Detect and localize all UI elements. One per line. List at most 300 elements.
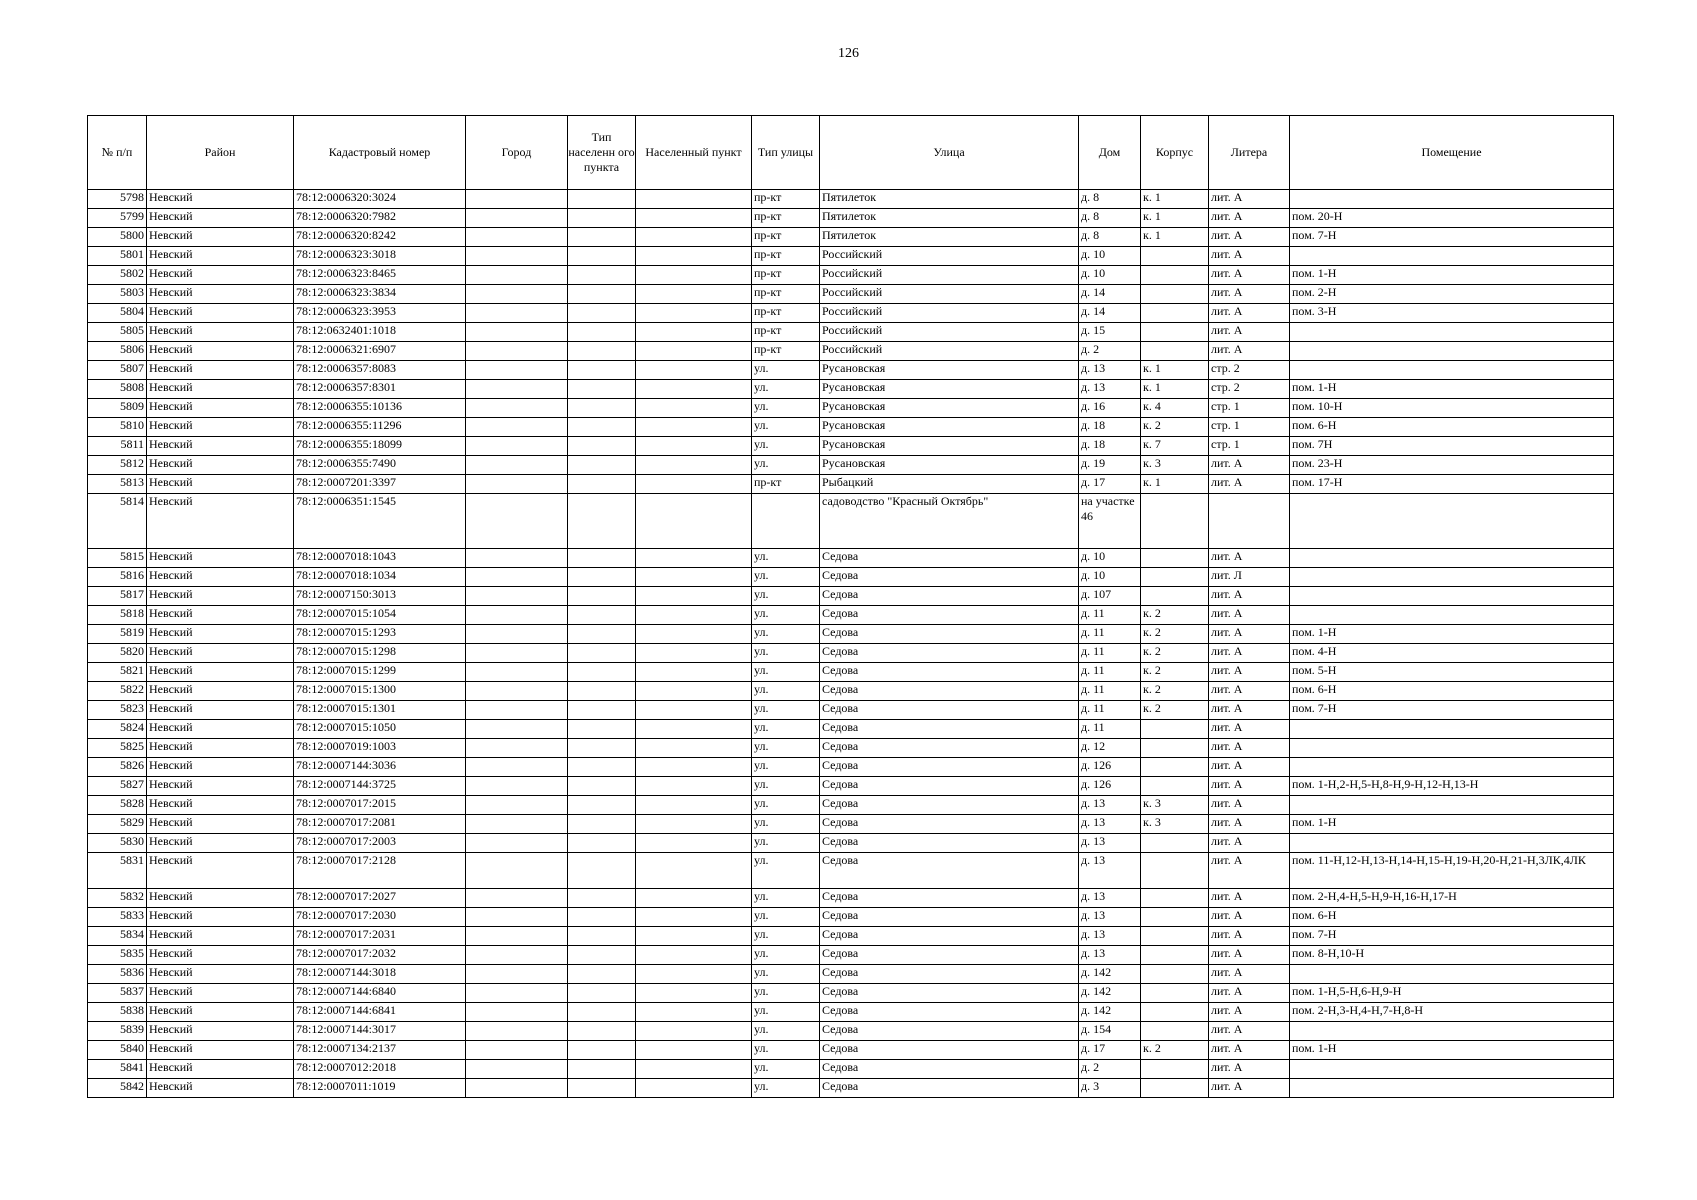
table-cell: д. 154 — [1079, 1022, 1141, 1041]
table-cell: Невский — [147, 323, 294, 342]
table-cell: 78:12:0006323:8465 — [294, 266, 466, 285]
table-cell: д. 14 — [1079, 285, 1141, 304]
table-cell: д. 126 — [1079, 777, 1141, 796]
table-cell: д. 11 — [1079, 644, 1141, 663]
header-cell: Улица — [820, 116, 1079, 190]
table-cell: д. 12 — [1079, 739, 1141, 758]
table-cell: 5819 — [88, 625, 147, 644]
table-cell — [568, 587, 636, 606]
table-cell: пом. 7Н — [1290, 437, 1614, 456]
table-cell: Невский — [147, 247, 294, 266]
table-cell — [636, 1003, 752, 1022]
table-cell: Рыбацкий — [820, 475, 1079, 494]
table-row — [88, 853, 1614, 889]
table-row — [88, 927, 1614, 946]
table-cell: 78:12:0007018:1034 — [294, 568, 466, 587]
table-cell: пом. 6-Н — [1290, 682, 1614, 701]
table-cell: ул. — [752, 720, 820, 739]
table-cell — [636, 908, 752, 927]
table-cell: Невский — [147, 342, 294, 361]
table-cell — [636, 701, 752, 720]
table-cell — [568, 927, 636, 946]
table-cell: пр-кт — [752, 475, 820, 494]
table-cell: Русановская — [820, 456, 1079, 475]
table-cell: ул. — [752, 758, 820, 777]
table-cell: Невский — [147, 549, 294, 568]
table-cell — [636, 834, 752, 853]
table-row — [88, 380, 1614, 399]
table-cell: ул. — [752, 889, 820, 908]
table-cell — [568, 209, 636, 228]
table-cell: Невский — [147, 720, 294, 739]
table-cell: ул. — [752, 1022, 820, 1041]
table-cell — [636, 228, 752, 247]
table-row — [88, 815, 1614, 834]
table-cell — [636, 266, 752, 285]
table-cell: 5821 — [88, 663, 147, 682]
table-cell: Русановская — [820, 418, 1079, 437]
table-cell: 5838 — [88, 1003, 147, 1022]
table-cell — [466, 927, 568, 946]
table-row — [88, 644, 1614, 663]
table-cell — [568, 984, 636, 1003]
table-cell: к. 2 — [1141, 644, 1209, 663]
table-cell — [1290, 549, 1614, 568]
table-cell: ул. — [752, 625, 820, 644]
table-cell — [636, 739, 752, 758]
table-cell: д. 18 — [1079, 437, 1141, 456]
table-cell: 5802 — [88, 266, 147, 285]
table-cell: Седова — [820, 1003, 1079, 1022]
table-cell: пом. 11-Н,12-Н,13-Н,14-Н,15-Н,19-Н,20-Н,21-Н,3ЛК,4ЛК — [1290, 853, 1614, 889]
table-cell: ул. — [752, 361, 820, 380]
table-cell: Невский — [147, 1003, 294, 1022]
table-row — [88, 777, 1614, 796]
table-cell: Седова — [820, 682, 1079, 701]
table-cell: ул. — [752, 908, 820, 927]
table-cell — [568, 965, 636, 984]
table-row — [88, 266, 1614, 285]
table-cell: Седова — [820, 1022, 1079, 1041]
table-cell — [1290, 965, 1614, 984]
table-cell — [1141, 285, 1209, 304]
table-cell: 5799 — [88, 209, 147, 228]
table-cell — [466, 361, 568, 380]
table-row — [88, 663, 1614, 682]
table-cell: 5812 — [88, 456, 147, 475]
table-cell — [636, 494, 752, 549]
table-cell: Невский — [147, 758, 294, 777]
table-cell: Седова — [820, 739, 1079, 758]
table-row — [88, 342, 1614, 361]
table-cell: лит. А — [1209, 1022, 1290, 1041]
table-cell — [1141, 908, 1209, 927]
table-cell: лит. А — [1209, 946, 1290, 965]
table-cell: Седова — [820, 720, 1079, 739]
table-cell: Невский — [147, 475, 294, 494]
table-cell — [636, 1041, 752, 1060]
table-cell: Невский — [147, 889, 294, 908]
table-cell — [636, 456, 752, 475]
table-cell — [466, 965, 568, 984]
table-cell — [568, 266, 636, 285]
table-row — [88, 739, 1614, 758]
table-row — [88, 1003, 1614, 1022]
header-cell: Тип населенн ого пункта — [568, 116, 636, 190]
table-cell: 5835 — [88, 946, 147, 965]
table-cell: 78:12:0007015:1300 — [294, 682, 466, 701]
table-cell: ул. — [752, 739, 820, 758]
table-cell — [1141, 266, 1209, 285]
table-cell: ул. — [752, 946, 820, 965]
table-cell: пом. 2-Н,3-Н,4-Н,7-Н,8-Н — [1290, 1003, 1614, 1022]
table-cell: 5813 — [88, 475, 147, 494]
table-cell — [568, 796, 636, 815]
table-cell: к. 1 — [1141, 228, 1209, 247]
table-cell — [1290, 1079, 1614, 1098]
table-cell: 5830 — [88, 834, 147, 853]
table-cell — [636, 342, 752, 361]
table-cell: Невский — [147, 1060, 294, 1079]
table-cell: Невский — [147, 1022, 294, 1041]
table-cell: д. 142 — [1079, 965, 1141, 984]
table-cell — [568, 361, 636, 380]
table-cell — [1141, 758, 1209, 777]
table-cell: пр-кт — [752, 342, 820, 361]
table-row — [88, 834, 1614, 853]
table-cell — [636, 663, 752, 682]
table-cell — [1141, 549, 1209, 568]
table-cell: 78:12:0007017:2015 — [294, 796, 466, 815]
table-cell — [1141, 1003, 1209, 1022]
table-cell — [568, 285, 636, 304]
table-cell: пр-кт — [752, 190, 820, 209]
table-cell: к. 2 — [1141, 701, 1209, 720]
table-cell — [1141, 1022, 1209, 1041]
table-cell — [1290, 247, 1614, 266]
table-cell: пр-кт — [752, 247, 820, 266]
table-cell — [466, 739, 568, 758]
table-cell: пом. 6-Н — [1290, 418, 1614, 437]
table-cell: 5833 — [88, 908, 147, 927]
table-cell — [466, 1022, 568, 1041]
table-cell: 5811 — [88, 437, 147, 456]
header-cell: Корпус — [1141, 116, 1209, 190]
table-cell: пом. 1-Н — [1290, 625, 1614, 644]
table-cell: 78:12:0007015:1050 — [294, 720, 466, 739]
table-cell — [568, 853, 636, 889]
table-cell: 78:12:0006357:8301 — [294, 380, 466, 399]
table-cell: лит. А — [1209, 815, 1290, 834]
table-row — [88, 1022, 1614, 1041]
table-cell: 78:12:0006320:3024 — [294, 190, 466, 209]
table-cell: Пятилеток — [820, 228, 1079, 247]
table-cell — [1290, 758, 1614, 777]
table-cell: 78:12:0007015:1299 — [294, 663, 466, 682]
table-cell — [466, 380, 568, 399]
table-row — [88, 475, 1614, 494]
table-cell: 5832 — [88, 889, 147, 908]
table-cell — [636, 682, 752, 701]
table-cell: пр-кт — [752, 285, 820, 304]
table-cell — [568, 456, 636, 475]
table-cell — [466, 758, 568, 777]
table-row — [88, 399, 1614, 418]
table-cell: ул. — [752, 796, 820, 815]
table-cell: 5804 — [88, 304, 147, 323]
table-row — [88, 720, 1614, 739]
table-row — [88, 984, 1614, 1003]
table-cell: д. 8 — [1079, 228, 1141, 247]
table-cell: ул. — [752, 399, 820, 418]
table-cell: Невский — [147, 568, 294, 587]
header-cell: Район — [147, 116, 294, 190]
table-cell: 5798 — [88, 190, 147, 209]
table-cell: ул. — [752, 606, 820, 625]
table-cell: д. 8 — [1079, 209, 1141, 228]
table-cell: 5818 — [88, 606, 147, 625]
table-cell — [1141, 889, 1209, 908]
table-cell: д. 16 — [1079, 399, 1141, 418]
table-cell: 5840 — [88, 1041, 147, 1060]
table-cell: 78:12:0007015:1293 — [294, 625, 466, 644]
table-cell: пом. 2-Н — [1290, 285, 1614, 304]
table-cell: 5800 — [88, 228, 147, 247]
table-cell — [1141, 247, 1209, 266]
table-cell: 5810 — [88, 418, 147, 437]
table-cell: 5837 — [88, 984, 147, 1003]
table-cell — [568, 380, 636, 399]
table-cell: ул. — [752, 701, 820, 720]
table-cell — [466, 304, 568, 323]
table-cell: ул. — [752, 927, 820, 946]
table-cell: д. 13 — [1079, 361, 1141, 380]
table-cell: на участке 46 — [1079, 494, 1141, 549]
table-cell — [568, 342, 636, 361]
table-cell: Невский — [147, 815, 294, 834]
table-cell: пом. 23-Н — [1290, 456, 1614, 475]
table-cell: Седова — [820, 1060, 1079, 1079]
table-cell — [1290, 720, 1614, 739]
table-cell — [466, 889, 568, 908]
table-cell: к. 7 — [1141, 437, 1209, 456]
table-cell — [1141, 739, 1209, 758]
table-cell: лит. А — [1209, 549, 1290, 568]
table-cell — [1290, 361, 1614, 380]
table-cell: Невский — [147, 361, 294, 380]
table-cell — [466, 663, 568, 682]
table-cell: лит. А — [1209, 701, 1290, 720]
table-cell: Невский — [147, 796, 294, 815]
table-row — [88, 946, 1614, 965]
table-cell — [466, 1003, 568, 1022]
table-cell: пом. 1-Н,5-Н,6-Н,9-Н — [1290, 984, 1614, 1003]
table-cell — [1290, 587, 1614, 606]
header-row — [88, 116, 1614, 190]
table-cell: лит. А — [1209, 682, 1290, 701]
table-cell: к. 1 — [1141, 190, 1209, 209]
header-cell: Тип улицы — [752, 116, 820, 190]
table-row — [88, 549, 1614, 568]
table-cell — [466, 834, 568, 853]
table-cell — [1290, 1022, 1614, 1041]
table-cell — [466, 418, 568, 437]
table-row — [88, 285, 1614, 304]
table-cell — [568, 494, 636, 549]
table-cell: 5824 — [88, 720, 147, 739]
table-cell: 5823 — [88, 701, 147, 720]
table-cell — [636, 606, 752, 625]
table-cell: лит. А — [1209, 927, 1290, 946]
table-cell: Невский — [147, 587, 294, 606]
table-cell — [1141, 323, 1209, 342]
table-cell — [1141, 1060, 1209, 1079]
table-cell: стр. 2 — [1209, 361, 1290, 380]
table-cell — [568, 701, 636, 720]
table-cell — [636, 587, 752, 606]
table-cell: 5803 — [88, 285, 147, 304]
table-cell: к. 3 — [1141, 815, 1209, 834]
table-cell: ул. — [752, 853, 820, 889]
table-cell: Невский — [147, 927, 294, 946]
table-cell: 78:12:0007015:1054 — [294, 606, 466, 625]
table-cell — [636, 758, 752, 777]
table-cell — [568, 834, 636, 853]
table-cell — [568, 1079, 636, 1098]
table-cell — [636, 625, 752, 644]
table-cell — [568, 475, 636, 494]
table-row — [88, 568, 1614, 587]
table-cell: пр-кт — [752, 304, 820, 323]
table-cell — [1290, 739, 1614, 758]
table-cell: ул. — [752, 1079, 820, 1098]
table-cell: стр. 1 — [1209, 418, 1290, 437]
table-cell — [636, 889, 752, 908]
table-cell — [1141, 587, 1209, 606]
table-row — [88, 209, 1614, 228]
table-cell: Невский — [147, 1041, 294, 1060]
table-cell: лит. А — [1209, 456, 1290, 475]
table-cell: Невский — [147, 908, 294, 927]
table-cell — [466, 190, 568, 209]
table-cell: д. 2 — [1079, 342, 1141, 361]
table-cell — [568, 644, 636, 663]
table-cell: 78:12:0007018:1043 — [294, 549, 466, 568]
table-cell: д. 142 — [1079, 1003, 1141, 1022]
table-row — [88, 796, 1614, 815]
table-cell: 78:12:0006323:3834 — [294, 285, 466, 304]
table-cell: пом. 1-Н — [1290, 380, 1614, 399]
table-cell: 5827 — [88, 777, 147, 796]
table-cell: Седова — [820, 701, 1079, 720]
table-cell: Российский — [820, 285, 1079, 304]
table-cell: пр-кт — [752, 323, 820, 342]
table-cell: Невский — [147, 625, 294, 644]
table-cell: 5808 — [88, 380, 147, 399]
table-cell: д. 18 — [1079, 418, 1141, 437]
table-cell: 78:12:0007150:3013 — [294, 587, 466, 606]
table-cell — [466, 285, 568, 304]
header-cell: Город — [466, 116, 568, 190]
table-cell: Седова — [820, 549, 1079, 568]
table-cell — [636, 1060, 752, 1079]
table-cell — [466, 1060, 568, 1079]
table-cell — [1141, 494, 1209, 549]
table-cell: 78:12:0007017:2027 — [294, 889, 466, 908]
table-cell: лит. А — [1209, 777, 1290, 796]
table-cell: Седова — [820, 587, 1079, 606]
table-cell — [1290, 568, 1614, 587]
table-cell — [568, 399, 636, 418]
table-cell: 5806 — [88, 342, 147, 361]
table-cell: ул. — [752, 965, 820, 984]
table-row — [88, 228, 1614, 247]
table-cell: пом. 8-Н,10-Н — [1290, 946, 1614, 965]
table-cell: 78:12:0007017:2032 — [294, 946, 466, 965]
table-row — [88, 456, 1614, 475]
table-cell — [568, 1060, 636, 1079]
table-cell: лит. А — [1209, 247, 1290, 266]
table-cell — [636, 304, 752, 323]
table-cell — [466, 247, 568, 266]
table-cell — [568, 1003, 636, 1022]
table-body — [88, 190, 1614, 1098]
table-cell — [568, 739, 636, 758]
table-row — [88, 190, 1614, 209]
table-cell: 78:12:0006321:6907 — [294, 342, 466, 361]
table-row — [88, 418, 1614, 437]
table-cell: лит. А — [1209, 266, 1290, 285]
table-cell — [636, 209, 752, 228]
table-cell: Невский — [147, 663, 294, 682]
table-cell: пом. 1-Н,2-Н,5-Н,8-Н,9-Н,12-Н,13-Н — [1290, 777, 1614, 796]
table-cell — [466, 984, 568, 1003]
header-cell: Дом — [1079, 116, 1141, 190]
table-cell: д. 11 — [1079, 606, 1141, 625]
table-cell: лит. А — [1209, 1079, 1290, 1098]
table-cell: д. 10 — [1079, 247, 1141, 266]
table-cell: 78:12:0007017:2003 — [294, 834, 466, 853]
table-cell: Седова — [820, 984, 1079, 1003]
table-cell — [466, 456, 568, 475]
table-row — [88, 587, 1614, 606]
table-cell: Невский — [147, 380, 294, 399]
table-cell: Невский — [147, 682, 294, 701]
table-cell: Седова — [820, 777, 1079, 796]
table-cell: д. 107 — [1079, 587, 1141, 606]
table-cell — [636, 190, 752, 209]
table-cell — [1141, 853, 1209, 889]
table-cell — [1290, 494, 1614, 549]
table-cell: 78:12:0007144:6840 — [294, 984, 466, 1003]
table-cell: 5815 — [88, 549, 147, 568]
table-cell — [568, 190, 636, 209]
table-cell: пом. 10-Н — [1290, 399, 1614, 418]
table-cell — [636, 965, 752, 984]
table-cell: 78:12:0006355:18099 — [294, 437, 466, 456]
table-cell: лит. А — [1209, 606, 1290, 625]
table-cell — [636, 475, 752, 494]
table-cell: 78:12:0007017:2030 — [294, 908, 466, 927]
table-cell — [1290, 190, 1614, 209]
page-number: 126 — [838, 46, 859, 61]
table-cell: лит. А — [1209, 720, 1290, 739]
table-cell: ул. — [752, 663, 820, 682]
table-cell: д. 13 — [1079, 815, 1141, 834]
table-cell — [466, 399, 568, 418]
table-cell — [568, 1022, 636, 1041]
table-cell: Седова — [820, 889, 1079, 908]
